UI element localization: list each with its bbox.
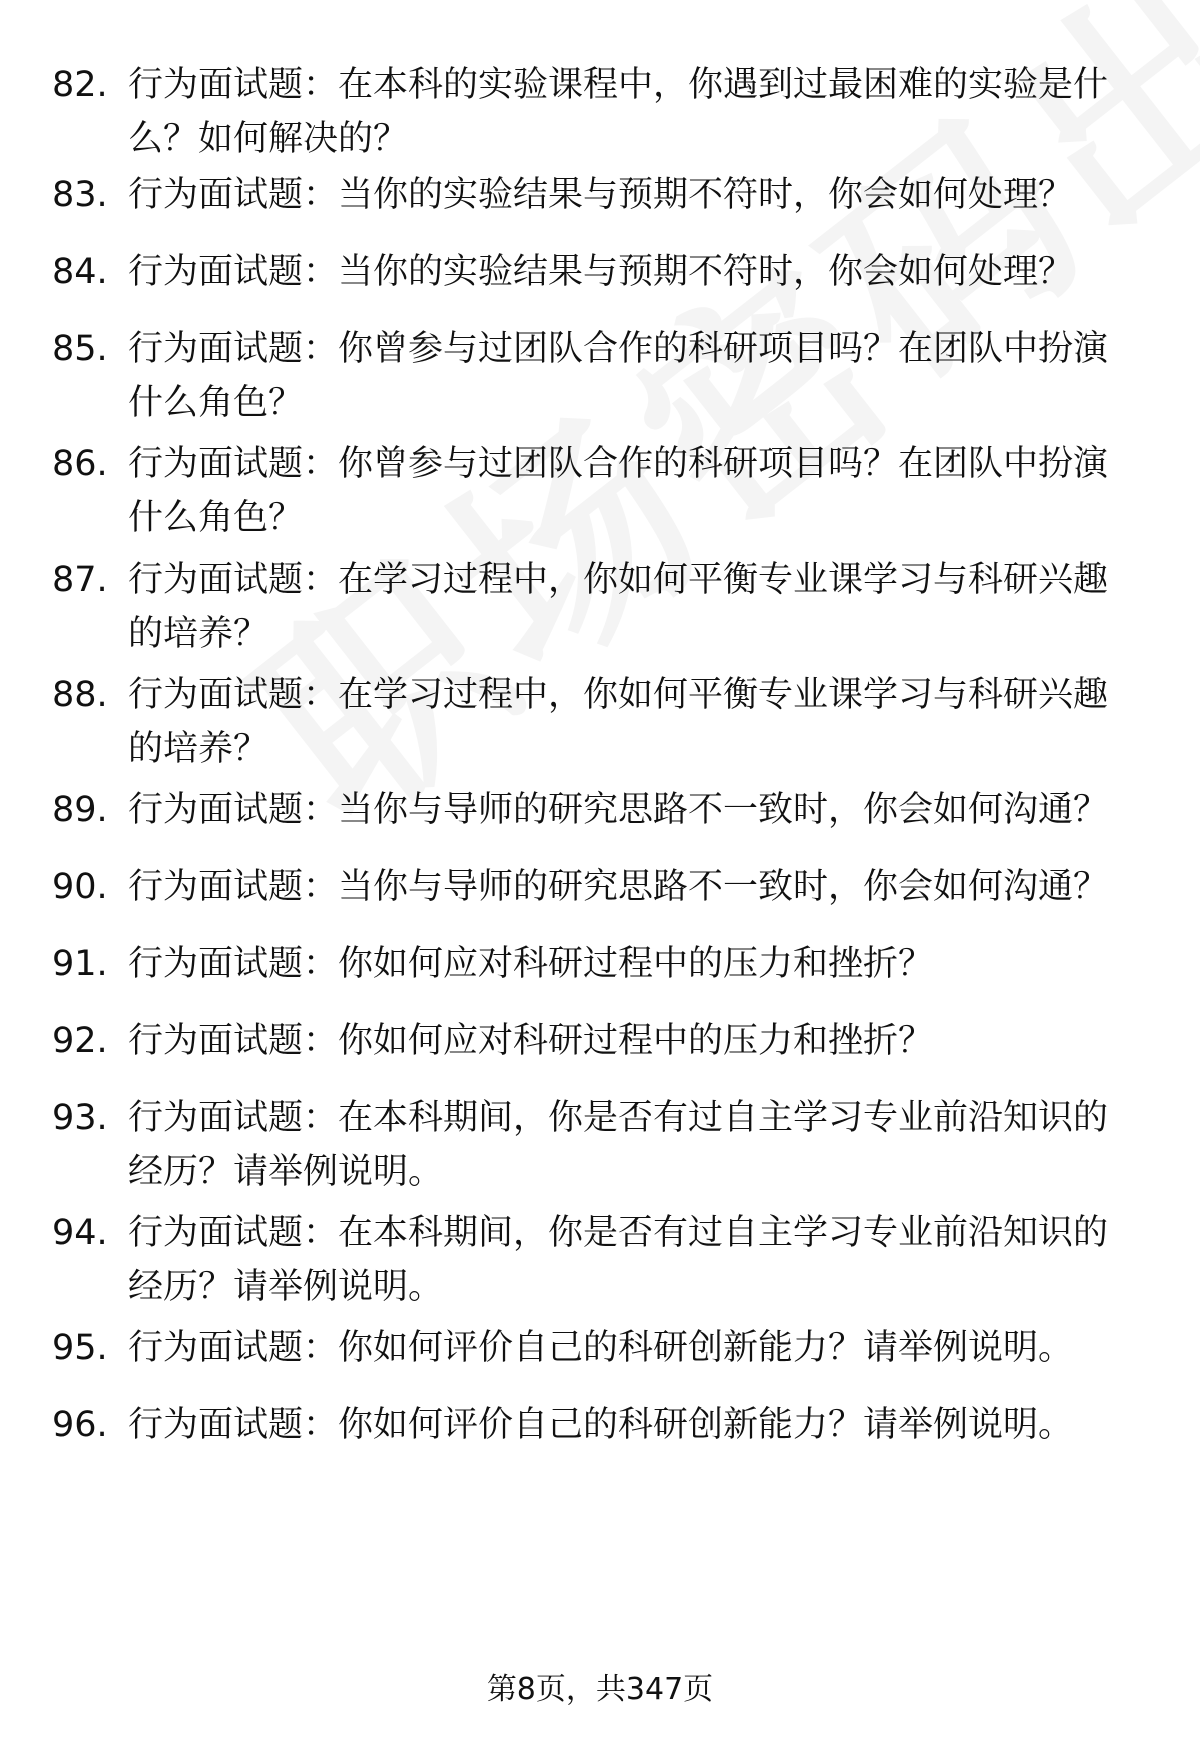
question-text: 行为面试题：当你与导师的研究思路不一致时，你会如何沟通？ bbox=[128, 867, 1109, 907]
list-item bbox=[52, 1091, 1142, 1199]
question-number: 87. bbox=[52, 560, 108, 600]
question-text: 行为面试题：在本科期间，你是否有过自主学习专业前沿知识的经历？请举例说明。 bbox=[128, 1213, 1109, 1307]
list-item bbox=[52, 1014, 1142, 1068]
list-item bbox=[52, 937, 1142, 991]
question-number: 96. bbox=[52, 1405, 108, 1445]
question-text: 行为面试题：你如何应对科研过程中的压力和挫折？ bbox=[128, 1021, 934, 1061]
list-item bbox=[52, 1398, 1142, 1452]
list-item bbox=[52, 58, 1142, 166]
list-item bbox=[52, 245, 1142, 299]
question-number: 94. bbox=[52, 1213, 108, 1253]
page-number-label: 第8页，共347页 bbox=[486, 1672, 714, 1707]
question-text: 行为面试题：你如何评价自己的科研创新能力？请举例说明。 bbox=[128, 1405, 1074, 1445]
question-number: 89. bbox=[52, 790, 108, 830]
question-number: 85. bbox=[52, 329, 108, 369]
question-number: 83. bbox=[52, 175, 108, 215]
list-item bbox=[52, 437, 1142, 545]
question-number: 93. bbox=[52, 1098, 108, 1138]
question-number: 92. bbox=[52, 1021, 108, 1061]
question-text: 行为面试题：在本科期间，你是否有过自主学习专业前沿知识的经历？请举例说明。 bbox=[128, 1098, 1109, 1192]
question-text: 行为面试题：你曾参与过团队合作的科研项目吗？在团队中扮演什么角色？ bbox=[128, 444, 1109, 538]
list-item bbox=[52, 322, 1142, 430]
question-number: 84. bbox=[52, 252, 108, 292]
question-text: 行为面试题：你曾参与过团队合作的科研项目吗？在团队中扮演什么角色？ bbox=[128, 329, 1109, 423]
list-item bbox=[52, 168, 1142, 222]
list-item bbox=[52, 783, 1142, 837]
list-item bbox=[52, 1206, 1142, 1314]
question-text: 行为面试题：当你的实验结果与预期不符时，你会如何处理？ bbox=[128, 175, 1074, 215]
list-item bbox=[52, 668, 1142, 776]
question-number: 82. bbox=[52, 65, 108, 105]
question-number: 86. bbox=[52, 444, 108, 484]
question-text: 行为面试题：在学习过程中，你如何平衡专业课学习与科研兴趣的培养？ bbox=[128, 675, 1109, 769]
question-number: 90. bbox=[52, 867, 108, 907]
question-number: 88. bbox=[52, 675, 108, 715]
list-item bbox=[52, 553, 1142, 661]
question-number: 95. bbox=[52, 1328, 108, 1368]
question-text: 行为面试题：在本科的实验课程中，你遇到过最困难的实验是什么？如何解决的？ bbox=[128, 65, 1109, 159]
question-text: 行为面试题：当你的实验结果与预期不符时，你会如何处理？ bbox=[128, 252, 1074, 292]
question-text: 行为面试题：在学习过程中，你如何平衡专业课学习与科研兴趣的培养？ bbox=[128, 560, 1109, 654]
question-text: 行为面试题：你如何评价自己的科研创新能力？请举例说明。 bbox=[128, 1328, 1074, 1368]
list-item bbox=[52, 1321, 1142, 1375]
page-footer bbox=[0, 1670, 1200, 1710]
list-item bbox=[52, 860, 1142, 914]
question-text: 行为面试题：你如何应对科研过程中的压力和挫折？ bbox=[128, 944, 934, 984]
question-number: 91. bbox=[52, 944, 108, 984]
question-text: 行为面试题：当你与导师的研究思路不一致时，你会如何沟通？ bbox=[128, 790, 1109, 830]
